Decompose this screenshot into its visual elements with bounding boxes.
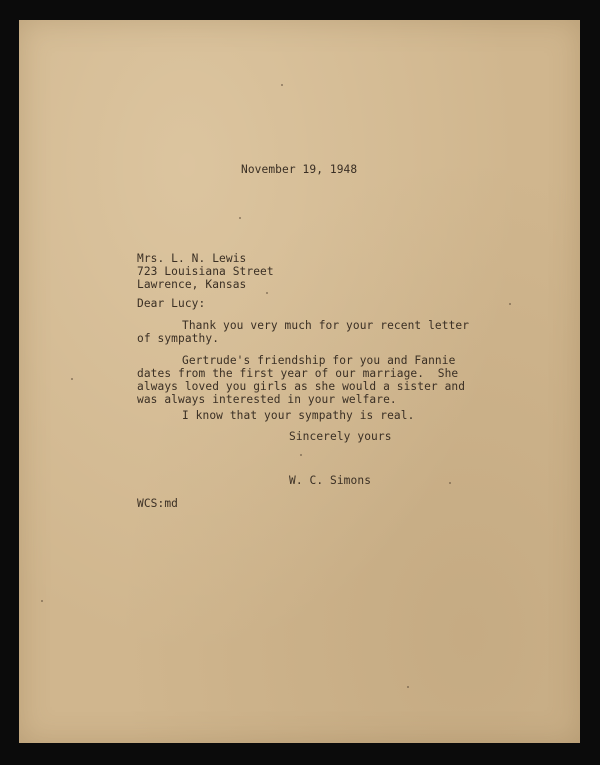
paper-speck (239, 217, 241, 219)
paragraph-2-line-4: was always interested in your welfare. (137, 393, 397, 406)
letter-page (19, 20, 580, 743)
letter-date: November 19, 1948 (241, 163, 358, 176)
paper-speck (300, 454, 302, 456)
closing: Sincerely yours (289, 430, 392, 443)
paragraph-1-line-1: Thank you very much for your recent letter (182, 319, 470, 332)
paper-speck (281, 84, 283, 86)
paragraph-3: I know that your sympathy is real. (182, 409, 415, 422)
paper-speck (266, 292, 268, 294)
signature: W. C. Simons (289, 474, 372, 487)
recipient-street: 723 Louisiana Street (137, 265, 274, 278)
paragraph-2-line-3: always loved you girls as she would a sister and (137, 380, 466, 393)
salutation: Dear Lucy: (137, 297, 206, 310)
recipient-name: Mrs. L. N. Lewis (137, 252, 247, 265)
paragraph-1-line-2: of sympathy. (137, 332, 220, 345)
paper-speck (71, 378, 73, 380)
paper-speck (407, 686, 409, 688)
paragraph-2-line-1: Gertrude's friendship for you and Fannie (182, 354, 456, 367)
typist-initials: WCS:md (137, 497, 179, 510)
recipient-city: Lawrence, Kansas (137, 278, 247, 291)
paragraph-2-line-2: dates from the first year of our marriage. She (137, 367, 459, 380)
paper-speck (449, 482, 451, 484)
paper-speck (509, 303, 511, 305)
paper-speck (41, 600, 43, 602)
